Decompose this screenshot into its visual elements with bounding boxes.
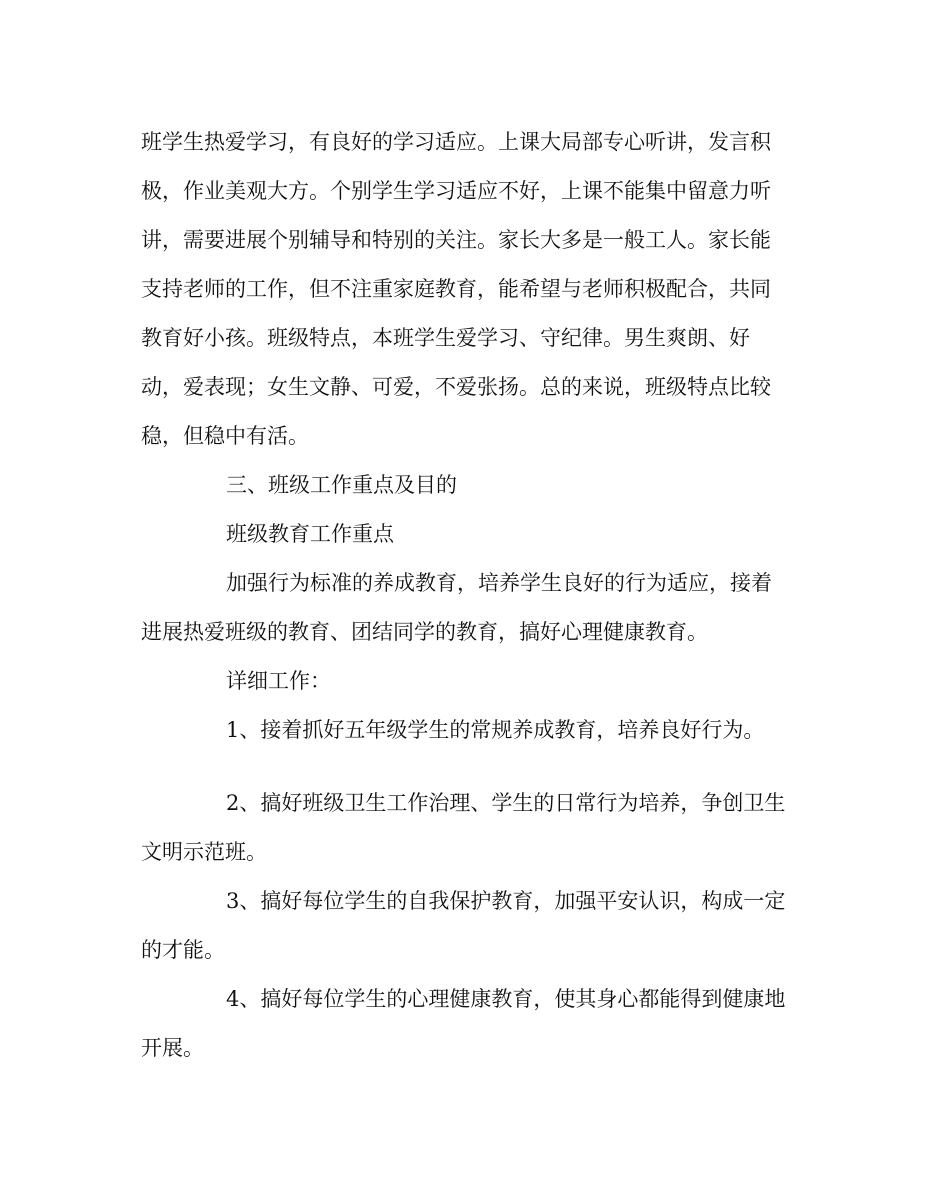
list-heading: 详细工作： (226, 669, 331, 693)
paragraph-line: 讲，需要进展个别辅导和特别的关注。家长大多是一般工人。家长能 (141, 228, 771, 252)
paragraph-line: 动，爱表现；女生文静、可爱，不爱张扬。总的来说，班级特点比较 (141, 375, 771, 399)
list-item: 3、搞好每位学生的自我保护教育，加强平安认识，构成一定 (226, 889, 786, 913)
list-item-continuation: 开展。 (141, 1036, 204, 1060)
list-item-continuation: 文明示范班。 (141, 840, 267, 864)
paragraph-line: 加强行为标准的养成教育，培养学生良好的行为适应，接着 (226, 571, 772, 595)
paragraph-line: 教育好小孩。班级特点，本班学生爱学习、守纪律。男生爽朗、好 (141, 326, 750, 350)
paragraph-line: 稳，但稳中有活。 (141, 424, 309, 448)
list-item: 2、搞好班级卫生工作治理、学生的日常行为培养，争创卫生 (226, 791, 786, 815)
list-item-continuation: 的才能。 (141, 938, 225, 962)
paragraph-line: 支持老师的工作，但不注重家庭教育，能希望与老师积极配合，共同 (141, 277, 771, 301)
section-heading: 三、班级工作重点及目的 (226, 473, 457, 497)
list-item: 4、搞好每位学生的心理健康教育，使其身心都能得到健康地 (226, 987, 786, 1011)
paragraph-line: 进展热爱班级的教育、团结同学的教育，搞好心理健康教育。 (141, 620, 708, 644)
subsection-heading: 班级教育工作重点 (226, 522, 394, 546)
list-item: 1、接着抓好五年级学生的常规养成教育，培养良好行为。 (226, 718, 765, 742)
paragraph-line: 班学生热爱学习，有良好的学习适应。上课大局部专心听讲，发言积 (141, 130, 771, 154)
paragraph-line: 极，作业美观大方。个别学生学习适应不好，上课不能集中留意力听 (141, 179, 771, 203)
